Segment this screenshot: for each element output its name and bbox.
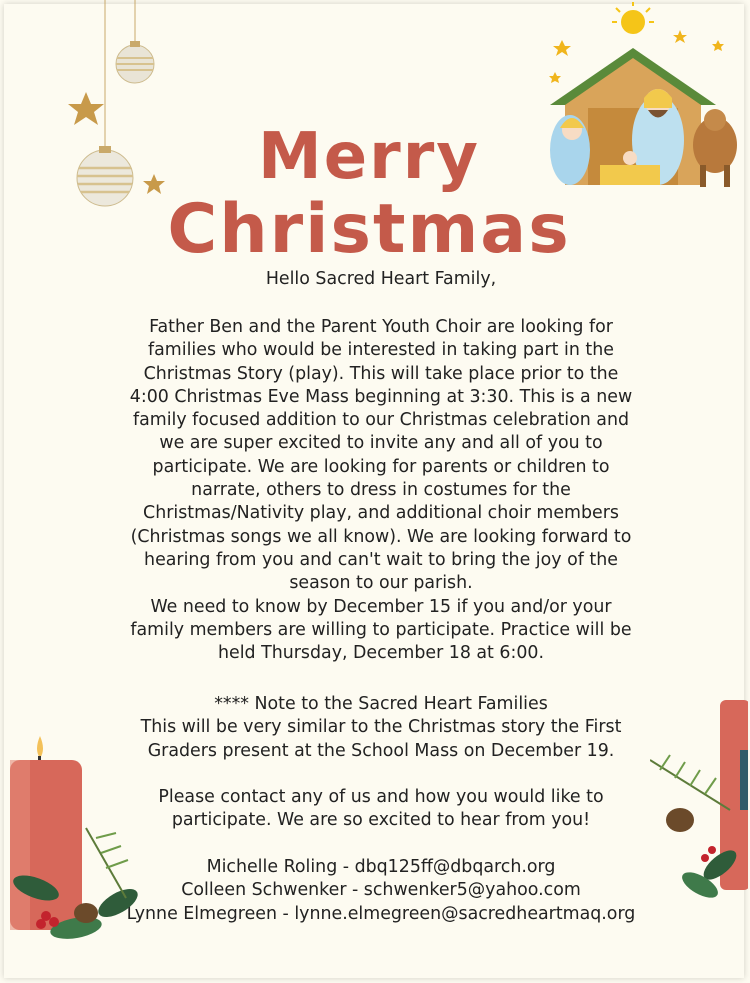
paragraph-line: Father Ben and the Parent Youth Choir are looking for: [149, 317, 613, 337]
paragraph-line: narrate, others to dress in costumes for the: [191, 480, 571, 501]
paragraph-line: 4:00 Christmas Eve Mass beginning at 3:30. This is a new: [129, 386, 633, 407]
pinecone-icon: [666, 808, 694, 832]
candle-icon: [6, 728, 156, 958]
contact-request: [80, 786, 682, 833]
paragraph-line: season to our parish.: [289, 573, 473, 594]
pinecone-icon: [74, 903, 98, 923]
candle-icon: [650, 690, 748, 930]
contact-request-line: participate. We are so excited to hear from you!: [171, 810, 591, 831]
paragraph-line: held Thursday, December 18 at 6:00.: [218, 643, 544, 664]
note-section: [80, 693, 682, 763]
paragraph-line: we are super excited to invite any and all of you to: [159, 433, 603, 454]
title-christmas: Christmas: [167, 190, 571, 269]
contact-item: Colleen Schwenker - schwenker5@yahoo.com: [181, 880, 581, 901]
note-line: **** Note to the Sacred Heart Families: [214, 694, 548, 714]
note-line: This will be very similar to the Christmas story the First: [140, 717, 622, 738]
contact-request-line: Please contact any of us and how you would like to: [158, 787, 604, 807]
greeting: Hello Sacred Heart Family,: [265, 269, 497, 289]
paragraph-line: participate. We are looking for parents or children to: [152, 456, 610, 477]
paragraph-line: Christmas/Nativity play, and additional choir members: [143, 503, 619, 524]
note-line: Graders present at the School Mass on December 19.: [147, 740, 615, 761]
paragraph-line: family focused addition to our Christmas celebration and: [132, 410, 629, 431]
contact-item: Michelle Roling - dbq125ff@dbqarch.org: [206, 857, 556, 877]
contact-item: Lynne Elmegreen - lynne.elmegreen@sacredheartmaq.org: [126, 903, 636, 924]
contact-list: [80, 856, 682, 926]
paragraph-line: families who would be interested in taking part in the: [148, 340, 614, 361]
paragraph-line: family members are willing to participate. Practice will be: [130, 619, 632, 640]
paragraph-line: Christmas Story (play). This will take place prior to the: [143, 363, 619, 384]
title-merry: Merry: [258, 120, 480, 194]
ornament-ball-icon: [116, 41, 154, 83]
paragraph-line: (Christmas songs we all know). We are looking forward to: [130, 526, 632, 547]
paragraph-line: We need to know by December 15 if you and/or your: [150, 596, 612, 617]
paragraph-line: hearing from you and can't wait to bring the joy of the: [144, 549, 618, 570]
invitation-paragraph: [80, 316, 682, 665]
